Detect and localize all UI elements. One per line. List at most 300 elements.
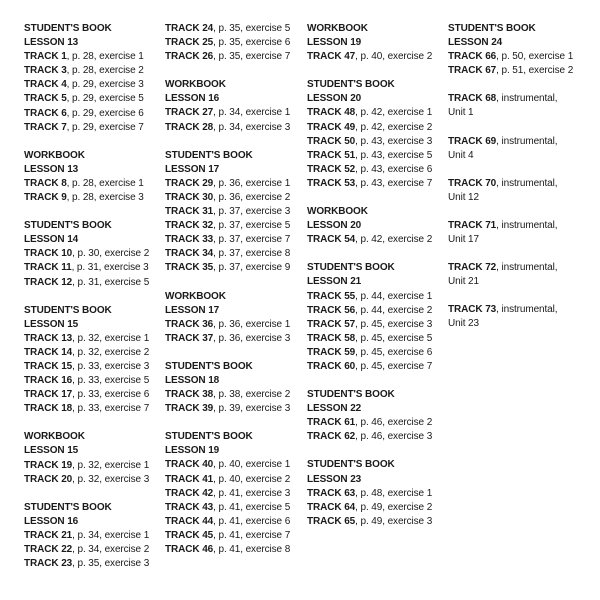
track-number: 6 xyxy=(61,107,67,119)
track-entry xyxy=(307,501,447,515)
track-detail: , p. 36, exercise 1 xyxy=(213,318,291,330)
instrumental-unit: Unit 23 xyxy=(448,318,479,330)
track-word: TRACK xyxy=(165,191,200,203)
track-entry xyxy=(307,416,447,430)
track-word: TRACK xyxy=(448,219,483,231)
track-number: 63 xyxy=(344,487,356,499)
track-word: TRACK xyxy=(307,163,342,175)
instrumental-track-line xyxy=(448,177,588,191)
track-word: TRACK xyxy=(165,51,200,63)
lesson-heading: LESSON 20 xyxy=(307,220,362,232)
track-entry xyxy=(24,332,164,346)
track-entry xyxy=(307,135,447,149)
track-word: TRACK xyxy=(448,304,483,316)
track-number: 71 xyxy=(485,219,497,231)
track-detail: , instrumental, xyxy=(496,219,558,231)
book-type-heading: STUDENT'S BOOK xyxy=(165,431,253,443)
track-word: TRACK xyxy=(24,276,59,288)
book-type-heading: WORKBOOK xyxy=(165,290,226,302)
section-block xyxy=(307,78,447,191)
section-block xyxy=(24,219,164,289)
track-detail: , p. 43, exercise 5 xyxy=(355,149,433,161)
track-detail: , p. 32, exercise 1 xyxy=(72,459,150,471)
track-entry xyxy=(307,304,447,318)
track-entry xyxy=(307,177,447,191)
track-entry xyxy=(24,473,164,487)
track-entry xyxy=(165,36,305,50)
track-detail: , p. 37, exercise 8 xyxy=(213,248,291,260)
track-entry xyxy=(307,50,447,64)
instrumental-track-line xyxy=(448,135,588,149)
track-entry xyxy=(24,529,164,543)
track-number: 30 xyxy=(202,191,214,203)
track-number: 38 xyxy=(202,389,214,401)
track-detail: , p. 49, exercise 2 xyxy=(355,501,433,513)
track-detail: , p. 32, exercise 2 xyxy=(72,346,150,358)
track-word: TRACK xyxy=(307,121,342,133)
track-detail: , p. 42, exercise 2 xyxy=(355,121,433,133)
track-word: TRACK xyxy=(307,360,342,372)
track-entry xyxy=(307,290,447,304)
track-detail: , p. 31, exercise 5 xyxy=(72,276,150,288)
track-detail: , p. 45, exercise 3 xyxy=(355,318,433,330)
track-number: 46 xyxy=(202,544,214,555)
track-detail: , p. 44, exercise 2 xyxy=(355,304,433,316)
track-entry xyxy=(165,501,305,515)
track-number: 52 xyxy=(344,163,356,175)
book-type-heading: WORKBOOK xyxy=(24,431,85,443)
track-detail: , p. 33, exercise 5 xyxy=(72,375,150,387)
track-detail: , p. 45, exercise 7 xyxy=(355,360,433,372)
track-word: TRACK xyxy=(24,473,59,485)
track-detail: , p. 44, exercise 1 xyxy=(355,290,433,302)
instrumental-unit: Unit 4 xyxy=(448,149,474,161)
track-number: 53 xyxy=(344,177,356,189)
track-number: 45 xyxy=(202,529,214,541)
section-block xyxy=(448,22,588,78)
instrumental-track-line xyxy=(448,261,588,275)
book-type-heading: STUDENT'S BOOK xyxy=(165,360,253,372)
track-entry xyxy=(165,261,305,275)
track-word: TRACK xyxy=(448,177,483,189)
lesson-heading: LESSON 19 xyxy=(307,37,362,49)
track-detail: , p. 50, exercise 1 xyxy=(496,51,574,63)
track-word: TRACK xyxy=(448,51,483,63)
track-word: TRACK xyxy=(307,107,342,119)
track-entry xyxy=(24,360,164,374)
track-entry xyxy=(307,430,447,444)
section-block xyxy=(307,22,447,64)
track-entry xyxy=(24,459,164,473)
section-block xyxy=(165,360,305,416)
track-detail: , p. 37, exercise 7 xyxy=(213,234,291,246)
track-word: TRACK xyxy=(165,473,200,485)
book-type-heading: STUDENT'S BOOK xyxy=(165,149,253,161)
track-word: TRACK xyxy=(24,121,59,133)
track-entry xyxy=(165,515,305,529)
track-detail: , p. 29, exercise 5 xyxy=(66,93,144,105)
track-word: TRACK xyxy=(24,51,59,63)
track-entry xyxy=(165,121,305,135)
track-number: 59 xyxy=(344,346,356,358)
track-entry xyxy=(165,177,305,191)
instrumental-track-line xyxy=(448,92,588,106)
track-number: 60 xyxy=(344,360,356,372)
track-detail: , p. 43, exercise 6 xyxy=(355,163,433,175)
track-detail: , p. 39, exercise 3 xyxy=(213,403,291,415)
track-number: 57 xyxy=(344,318,356,330)
track-entry xyxy=(165,233,305,247)
track-entry xyxy=(165,22,305,36)
track-detail: , instrumental, xyxy=(496,262,558,274)
track-word: TRACK xyxy=(24,65,59,77)
track-number: 28 xyxy=(202,121,214,133)
track-word: TRACK xyxy=(307,346,342,358)
lesson-heading: LESSON 21 xyxy=(307,276,362,288)
track-number: 14 xyxy=(61,346,73,358)
track-number: 34 xyxy=(202,248,214,260)
track-detail: , p. 28, exercise 1 xyxy=(66,51,144,63)
track-number: 24 xyxy=(202,23,214,34)
track-entry xyxy=(24,50,164,64)
track-word: TRACK xyxy=(307,304,342,316)
track-number: 55 xyxy=(344,290,356,302)
track-number: 68 xyxy=(485,93,497,105)
track-number: 25 xyxy=(202,37,214,49)
instrumental-track-line xyxy=(448,303,588,317)
track-detail: , p. 45, exercise 5 xyxy=(355,332,433,344)
track-number: 51 xyxy=(344,149,356,161)
track-number: 21 xyxy=(61,529,73,541)
section-block xyxy=(24,430,164,486)
lesson-heading: LESSON 19 xyxy=(165,445,220,457)
track-number: 42 xyxy=(202,487,214,499)
track-number: 9 xyxy=(61,192,67,204)
lesson-heading: LESSON 17 xyxy=(165,163,220,175)
track-detail: , p. 46, exercise 2 xyxy=(355,417,433,429)
track-entry xyxy=(307,318,447,332)
track-entry xyxy=(165,487,305,501)
track-entry xyxy=(24,374,164,388)
track-detail: , p. 41, exercise 6 xyxy=(213,515,291,527)
column-2 xyxy=(165,22,305,571)
track-number: 31 xyxy=(202,206,214,218)
track-number: 37 xyxy=(202,332,214,344)
track-detail: , p. 41, exercise 3 xyxy=(213,487,291,499)
instrumental-entry xyxy=(448,303,588,331)
lesson-heading: LESSON 14 xyxy=(24,234,79,246)
instrumental-entry xyxy=(448,135,588,163)
book-type-heading: STUDENT'S BOOK xyxy=(307,389,395,401)
track-entry xyxy=(165,106,305,120)
track-number: 29 xyxy=(202,177,214,189)
track-entry xyxy=(307,106,447,120)
track-detail: , p. 29, exercise 3 xyxy=(66,79,144,91)
section-block xyxy=(307,205,447,247)
instrumental-track-line xyxy=(448,219,588,233)
track-detail: , p. 41, exercise 8 xyxy=(213,544,291,555)
track-detail: , p. 43, exercise 7 xyxy=(355,177,433,189)
track-entry xyxy=(448,64,588,78)
track-number: 48 xyxy=(344,107,356,119)
track-entry xyxy=(24,191,164,205)
track-word: TRACK xyxy=(165,318,200,330)
track-word: TRACK xyxy=(307,135,342,147)
track-word: TRACK xyxy=(307,177,342,189)
track-detail: , p. 46, exercise 3 xyxy=(355,431,433,443)
track-entry xyxy=(165,318,305,332)
lesson-heading: LESSON 23 xyxy=(307,473,362,485)
lesson-heading: LESSON 15 xyxy=(24,318,79,330)
track-number: 62 xyxy=(344,431,356,443)
track-entry xyxy=(307,149,447,163)
instrumental-unit: Unit 12 xyxy=(448,191,479,203)
track-number: 43 xyxy=(202,501,214,513)
track-word: TRACK xyxy=(24,79,59,91)
book-type-heading: STUDENT'S BOOK xyxy=(24,220,112,232)
track-word: TRACK xyxy=(307,515,342,527)
book-type-heading: WORKBOOK xyxy=(307,206,368,218)
track-number: 54 xyxy=(344,234,356,246)
track-entry xyxy=(307,360,447,374)
track-entry xyxy=(165,205,305,219)
track-detail: , instrumental, xyxy=(496,304,558,316)
track-number: 7 xyxy=(61,121,67,133)
book-type-heading: WORKBOOK xyxy=(165,79,226,91)
track-detail: , p. 43, exercise 3 xyxy=(355,135,433,147)
track-detail: , p. 41, exercise 7 xyxy=(213,529,291,541)
track-entry xyxy=(24,247,164,261)
track-entry xyxy=(165,402,305,416)
track-word: TRACK xyxy=(307,332,342,344)
track-word: TRACK xyxy=(24,93,59,105)
book-type-heading: STUDENT'S BOOK xyxy=(307,262,395,274)
track-detail: , p. 33, exercise 3 xyxy=(72,360,150,372)
instrumental-entry xyxy=(448,92,588,120)
track-detail: , p. 40, exercise 2 xyxy=(213,473,291,485)
track-word: TRACK xyxy=(307,487,342,499)
track-word: TRACK xyxy=(165,248,200,260)
track-number: 69 xyxy=(485,135,497,147)
track-detail: , p. 40, exercise 1 xyxy=(213,459,291,471)
track-number: 17 xyxy=(61,389,73,401)
lesson-heading: LESSON 15 xyxy=(24,445,79,457)
track-word: TRACK xyxy=(165,403,200,415)
track-detail: , p. 28, exercise 2 xyxy=(66,65,144,77)
track-number: 36 xyxy=(202,318,214,330)
section-block xyxy=(24,501,164,571)
section-block xyxy=(165,149,305,276)
lesson-heading: LESSON 16 xyxy=(165,93,220,105)
track-word: TRACK xyxy=(165,234,200,246)
track-number: 26 xyxy=(202,51,214,63)
track-detail: , instrumental, xyxy=(496,93,558,105)
track-number: 13 xyxy=(61,332,73,344)
lesson-heading: LESSON 17 xyxy=(165,304,220,316)
track-number: 20 xyxy=(61,473,73,485)
track-entry xyxy=(307,163,447,177)
track-number: 56 xyxy=(344,304,356,316)
book-type-heading: STUDENT'S BOOK xyxy=(24,501,112,513)
track-detail: , p. 32, exercise 1 xyxy=(72,332,150,344)
track-number: 5 xyxy=(61,93,67,105)
track-word: TRACK xyxy=(165,220,200,232)
track-entry xyxy=(307,332,447,346)
track-entry xyxy=(307,515,447,529)
track-detail: , p. 36, exercise 1 xyxy=(213,177,291,189)
section-block xyxy=(24,22,164,135)
track-number: 44 xyxy=(202,515,214,527)
track-detail: , p. 36, exercise 3 xyxy=(213,332,291,344)
track-number: 1 xyxy=(61,51,67,63)
track-word: TRACK xyxy=(24,248,59,260)
book-type-heading: WORKBOOK xyxy=(24,149,85,161)
track-entry xyxy=(24,107,164,121)
track-number: 11 xyxy=(61,262,72,274)
track-number: 16 xyxy=(61,375,73,387)
track-entry xyxy=(307,346,447,360)
track-word: TRACK xyxy=(24,544,59,555)
section-block xyxy=(165,22,305,64)
track-word: TRACK xyxy=(307,501,342,513)
track-word: TRACK xyxy=(448,65,483,77)
track-number: 72 xyxy=(485,262,497,274)
track-number: 58 xyxy=(344,332,356,344)
track-entry xyxy=(24,402,164,416)
track-entry xyxy=(165,332,305,346)
track-word: TRACK xyxy=(165,262,200,274)
track-word: TRACK xyxy=(24,459,59,471)
track-number: 10 xyxy=(61,248,73,260)
track-word: TRACK xyxy=(24,192,59,204)
track-detail: , p. 28, exercise 1 xyxy=(66,177,144,189)
track-number: 8 xyxy=(61,177,67,189)
lesson-heading: LESSON 20 xyxy=(307,93,362,105)
track-number: 65 xyxy=(344,515,356,527)
column-3 xyxy=(307,22,447,543)
track-number: 22 xyxy=(61,544,73,555)
track-detail: , p. 34, exercise 1 xyxy=(72,529,150,541)
track-number: 47 xyxy=(344,51,356,63)
track-detail: , p. 34, exercise 2 xyxy=(72,544,150,555)
track-entry xyxy=(165,247,305,261)
track-detail: , p. 37, exercise 9 xyxy=(213,262,291,274)
track-detail: , instrumental, xyxy=(496,135,558,147)
track-number: 61 xyxy=(344,417,356,429)
track-number: 32 xyxy=(202,220,214,232)
track-word: TRACK xyxy=(307,51,342,63)
track-entry xyxy=(307,233,447,247)
column-4 xyxy=(448,22,588,346)
track-detail: , p. 42, exercise 2 xyxy=(355,234,433,246)
track-word: TRACK xyxy=(165,121,200,133)
track-word: TRACK xyxy=(448,262,483,274)
track-entry xyxy=(24,276,164,290)
track-word: TRACK xyxy=(165,459,200,471)
track-word: TRACK xyxy=(307,318,342,330)
track-word: TRACK xyxy=(165,544,200,555)
track-detail: , p. 30, exercise 2 xyxy=(72,248,150,260)
track-detail: , p. 38, exercise 2 xyxy=(213,389,291,401)
track-entry xyxy=(24,92,164,106)
track-word: TRACK xyxy=(448,93,483,105)
track-entry xyxy=(24,543,164,557)
lesson-heading: LESSON 22 xyxy=(307,403,362,415)
track-entry xyxy=(448,50,588,64)
track-number: 64 xyxy=(344,501,356,513)
book-type-heading: STUDENT'S BOOK xyxy=(307,459,395,471)
track-number: 18 xyxy=(61,403,73,415)
track-word: TRACK xyxy=(307,417,342,429)
track-detail: , p. 35, exercise 7 xyxy=(213,51,291,63)
instrumental-unit: Unit 21 xyxy=(448,276,479,288)
lesson-heading: LESSON 24 xyxy=(448,37,503,49)
track-word: TRACK xyxy=(24,360,59,372)
column-1 xyxy=(24,22,164,585)
section-block xyxy=(307,458,447,528)
track-word: TRACK xyxy=(307,431,342,443)
track-word: TRACK xyxy=(24,107,59,119)
lesson-heading: LESSON 13 xyxy=(24,37,79,49)
track-number: 41 xyxy=(202,473,214,485)
track-entry xyxy=(24,121,164,135)
track-detail: , p. 33, exercise 7 xyxy=(72,403,150,415)
track-word: TRACK xyxy=(165,23,200,34)
instrumental-unit: Unit 1 xyxy=(448,107,474,119)
track-detail: , p. 35, exercise 3 xyxy=(72,558,150,570)
lesson-heading: LESSON 13 xyxy=(24,163,79,175)
track-detail: , p. 49, exercise 3 xyxy=(355,515,433,527)
book-type-heading: STUDENT'S BOOK xyxy=(24,23,112,34)
section-block xyxy=(165,290,305,346)
track-entry xyxy=(24,388,164,402)
track-word: TRACK xyxy=(165,515,200,527)
track-detail: , p. 35, exercise 5 xyxy=(213,23,291,34)
section-block xyxy=(307,388,447,444)
track-detail: , p. 35, exercise 6 xyxy=(213,37,291,49)
track-entry xyxy=(165,388,305,402)
track-number: 40 xyxy=(202,459,214,471)
track-word: TRACK xyxy=(165,487,200,499)
track-word: TRACK xyxy=(165,389,200,401)
track-detail: , p. 33, exercise 6 xyxy=(72,389,150,401)
track-word: TRACK xyxy=(448,135,483,147)
track-number: 39 xyxy=(202,403,214,415)
track-entry xyxy=(24,64,164,78)
track-word: TRACK xyxy=(165,107,200,119)
track-number: 27 xyxy=(202,107,214,119)
track-word: TRACK xyxy=(24,177,59,189)
track-detail: , p. 34, exercise 3 xyxy=(213,121,291,133)
track-detail: , p. 34, exercise 1 xyxy=(213,107,291,119)
section-block xyxy=(307,261,447,374)
book-type-heading: STUDENT'S BOOK xyxy=(448,23,536,34)
track-detail: , p. 40, exercise 2 xyxy=(355,51,433,63)
track-word: TRACK xyxy=(165,206,200,218)
track-number: 33 xyxy=(202,234,214,246)
track-detail: , p. 28, exercise 3 xyxy=(66,192,144,204)
instrumental-entry xyxy=(448,219,588,247)
lesson-heading: LESSON 18 xyxy=(165,374,220,386)
track-detail: , p. 48, exercise 1 xyxy=(355,487,433,499)
track-number: 4 xyxy=(61,79,67,91)
track-detail: , p. 32, exercise 3 xyxy=(72,473,150,485)
track-word: TRACK xyxy=(165,332,200,344)
track-detail: , p. 42, exercise 1 xyxy=(355,107,433,119)
track-entry xyxy=(24,261,164,275)
track-number: 50 xyxy=(344,135,356,147)
track-detail: , instrumental, xyxy=(496,177,558,189)
